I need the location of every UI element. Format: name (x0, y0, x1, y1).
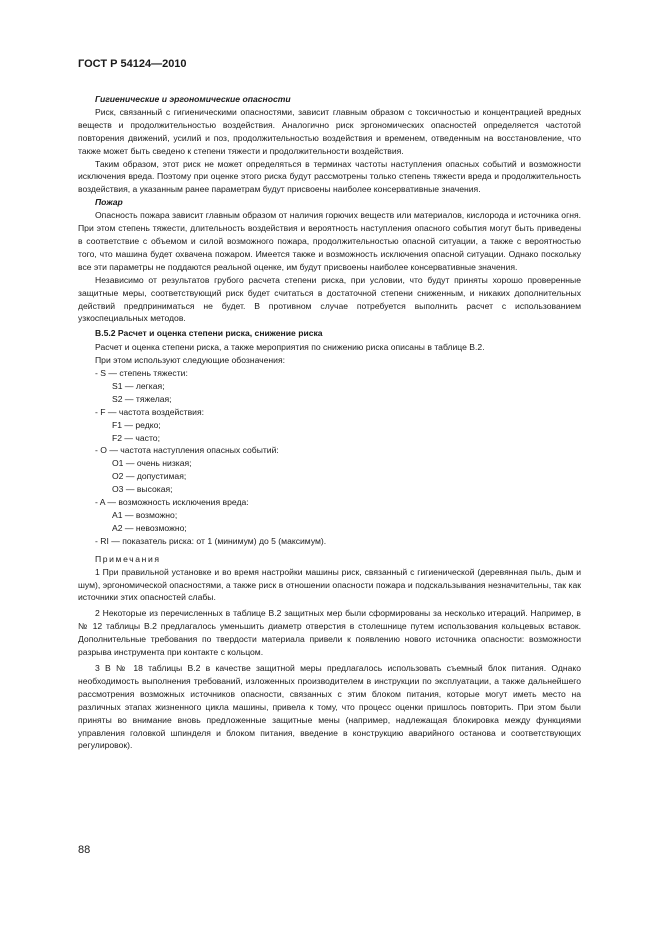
list-item: - A — возможность исключения вреда: (95, 497, 249, 508)
note-3: 3 В № 18 таблицы В.2 в качестве защитной меры предлагалось использовать съемный блок питания. Однако необходимость выполнения требований, изложенных производителем в инструкции по эксплуатации, а также дальнейшего рассмотрения возможных источников опасности, связанных с этим блоком питания, которые могут иметь место на различных этапах жизненного цикла машины, привела к тому, что процесс оценки пришлось повторить. При этом были приняты во внимание вновь предложенные защитные мены (например, надлежащая блокировка между функциями управления головкой шпинделя и блоком питания, введение в конструкцию аварийного останова и соответствующих регулировок). (78, 662, 581, 751)
notation-list (78, 367, 581, 548)
paragraph: Риск, связанный с гигиеническими опасностями, зависит главным образом с токсичностью и концентрацией вредных веществ и продолжительностью воздействия. Аналогично риск эргономических опасностей определяется частотой повторения движений, усилий и поз, продолжительностью воздействия и временем, отведенным на восстановление, что также может быть сведено к степени тяжести и продолжительности воздействия. (78, 106, 581, 156)
list-item: O1 — очень низкая; (112, 458, 192, 469)
list-item: F1 — редко; (112, 419, 161, 430)
page-number: 88 (78, 844, 91, 856)
section-heading-hygiene: Гигиенические и эргономические опасности (95, 94, 291, 104)
paragraph: Независимо от результатов грубого расчета степени риска, при условии, что будут приняты хорошо проверенные защитные меры, соответствующий риск будет считаться в достаточной степени сниженным, и никаких дополнительных действий предприниматься не будет. В противном случае потребуется выполнить расчет с использованием узкоспециальных методов. (78, 274, 581, 324)
list-item: - RI — показатель риска: от 1 (минимум) до 5 (максимум). (95, 535, 327, 546)
note-2: 2 Некоторые из перечисленных в таблице В.2 защитных мер были сформированы за несколько итераций. Например, в № 12 таблицы В.2 предлагалось уменьшить диаметр отверстия в столешнице путем использования кольцевых вставок. Дополнительные требования по твердости материала привели к появлению нового источника опасности: возможности разрыва инструмента при контакте с кольцом. (78, 608, 581, 658)
list-item: S1 — легкая; (112, 380, 165, 391)
list-item: - F — частота воздействия: (95, 406, 204, 417)
list-item: S2 — тяжелая; (112, 393, 172, 404)
paragraph: Опасность пожара зависит главным образом от наличия горючих веществ или материалов, кислорода и источника огня. При этом степень тяжести, длительность воздействия и вероятность наступления опасного события могут быть приведены в соответствие с объемом и силой возможного пожара, продолжительностью опасной ситуации, а также с вероятностью того, что машина будет охвачена пожаром. Имеется также и возможность исключения опасной ситуации. Однако поскольку все эти параметры не поддаются реальной оценке, им будут присвоены наиболее консервативные значения. (78, 210, 581, 272)
notes-title: Примечания (95, 553, 161, 564)
list-item: F2 — часто; (112, 432, 160, 443)
list-item: - S — степень тяжести: (95, 368, 188, 379)
list-item: A2 — невозможно; (112, 522, 187, 533)
paragraph: При этом используют следующие обозначения: (95, 355, 286, 366)
list-item: O2 — допустимая; (112, 471, 187, 482)
note-1: 1 При правильной установке и во время настройки машины риск, связанный с гигиенической (деревянная пыль, дым и шум), эргономической опасностями, а также риск в отношении опасности пожара и подскальзывания незначительны, так как источники этих опасностей слабы. (78, 566, 581, 603)
page-body (78, 93, 581, 752)
subsection-title: В.5.2 Расчет и оценка степени риска, снижение риска (95, 328, 323, 339)
list-item: O3 — высокая; (112, 484, 173, 495)
list-item: - O — частота наступления опасных событий: (95, 445, 279, 456)
section-heading-fire: Пожар (95, 197, 123, 208)
paragraph: Расчет и оценка степени риска, а также мероприятия по снижению риска описаны в таблице В.2. (95, 342, 485, 353)
document-header: ГОСТ Р 54124—2010 (78, 58, 187, 70)
list-item: A1 — возможно; (112, 510, 178, 520)
paragraph: Таким образом, этот риск не может определяться в терминах частоты наступления опасных событий и возможности исключения вреда. Поэтому при оценке этого риска будут рассмотрены только степень тяжести вреда и продолжительность воздействия, а указанным ранее параметрам будут присвоены наиболее консервативные значения. (78, 158, 581, 195)
